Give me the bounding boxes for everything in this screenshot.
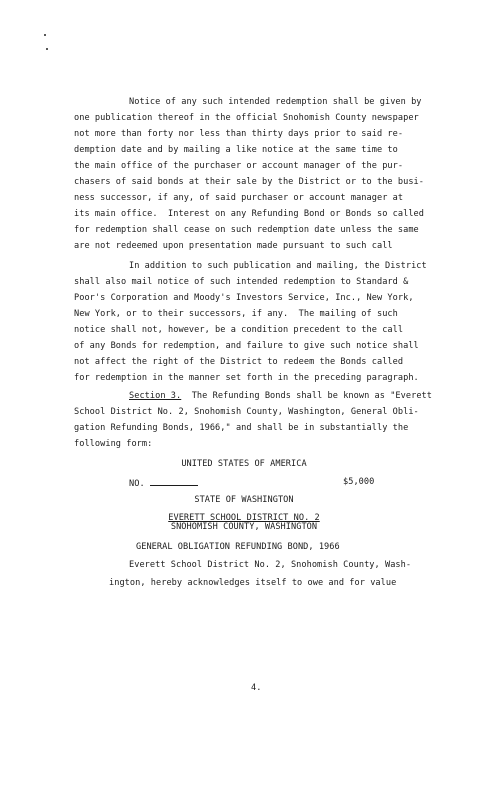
text-line: not more than forty nor less than thirty days prior to said re- [74, 129, 404, 139]
text-line: Notice of any such intended redemption shall be given by [129, 97, 422, 107]
form-bond-title: GENERAL OBLIGATION REFUNDING BOND, 1966 [136, 542, 340, 552]
text-line: The Refunding Bonds shall be known as "Everett [181, 391, 432, 401]
text-line: notice shall not, however, be a condition precedent to the call [74, 325, 404, 335]
text-line: gation Refunding Bonds, 1966," and shall be in substantially the [74, 423, 409, 433]
text-line: New York, or to their successors, if any. The mailing of such [74, 309, 398, 319]
form-number-label: NO. [129, 479, 145, 489]
text-line: its main office. Interest on any Refunding Bond or Bonds so called [74, 209, 424, 219]
text-line: for redemption shall cease on such redemption date unless the same [74, 225, 419, 235]
text-line: are not redeemed upon presentation made pursuant to such call [74, 241, 393, 251]
form-heading-state: STATE OF WASHINGTON [194, 495, 294, 505]
text-line: not affect the right of the District to redeem the Bonds called [74, 357, 404, 367]
text-line: Poor's Corporation and Moody's Investors Service, Inc., New York, [74, 293, 414, 303]
text-line: the main office of the purchaser or account manager of the pur- [74, 161, 404, 171]
text-line: one publication thereof in the official Snohomish County newspaper [74, 113, 419, 123]
form-heading-country: UNITED STATES OF AMERICA [181, 459, 307, 469]
form-number-field [129, 477, 198, 489]
form-county-name: SNOHOMISH COUNTY, WASHINGTON [170, 522, 318, 532]
scan-speck [44, 34, 46, 36]
scan-speck [46, 48, 48, 50]
text-line: chasers of said bonds at their sale by the District or to the busi- [74, 177, 424, 187]
text-line: ington, hereby acknowledges itself to owe and for value [109, 578, 397, 588]
page-number: 4. [251, 683, 262, 693]
text-line: following form: [74, 439, 153, 449]
section-3-line [129, 391, 432, 401]
form-amount: $5,000 [343, 477, 375, 487]
section-heading: Section 3. [129, 391, 182, 401]
text-line: for redemption in the manner set forth in the preceding paragraph. [74, 373, 419, 383]
text-line: School District No. 2, Snohomish County, Washington, General Obli- [74, 407, 419, 417]
text-line: shall also mail notice of such intended redemption to Standard & [74, 277, 409, 287]
text-line: demption date and by mailing a like notice at the same time to [74, 145, 398, 155]
text-line: Everett School District No. 2, Snohomish County, Wash- [129, 560, 412, 570]
form-number-blank [150, 477, 198, 486]
form-district-name: EVERETT SCHOOL DISTRICT NO. 2 [168, 513, 320, 523]
text-line: ness successor, if any, of said purchaser or account manager at [74, 193, 404, 203]
text-line: In addition to such publication and mailing, the District [129, 261, 427, 271]
text-line: of any Bonds for redemption, and failure to give such notice shall [74, 341, 419, 351]
